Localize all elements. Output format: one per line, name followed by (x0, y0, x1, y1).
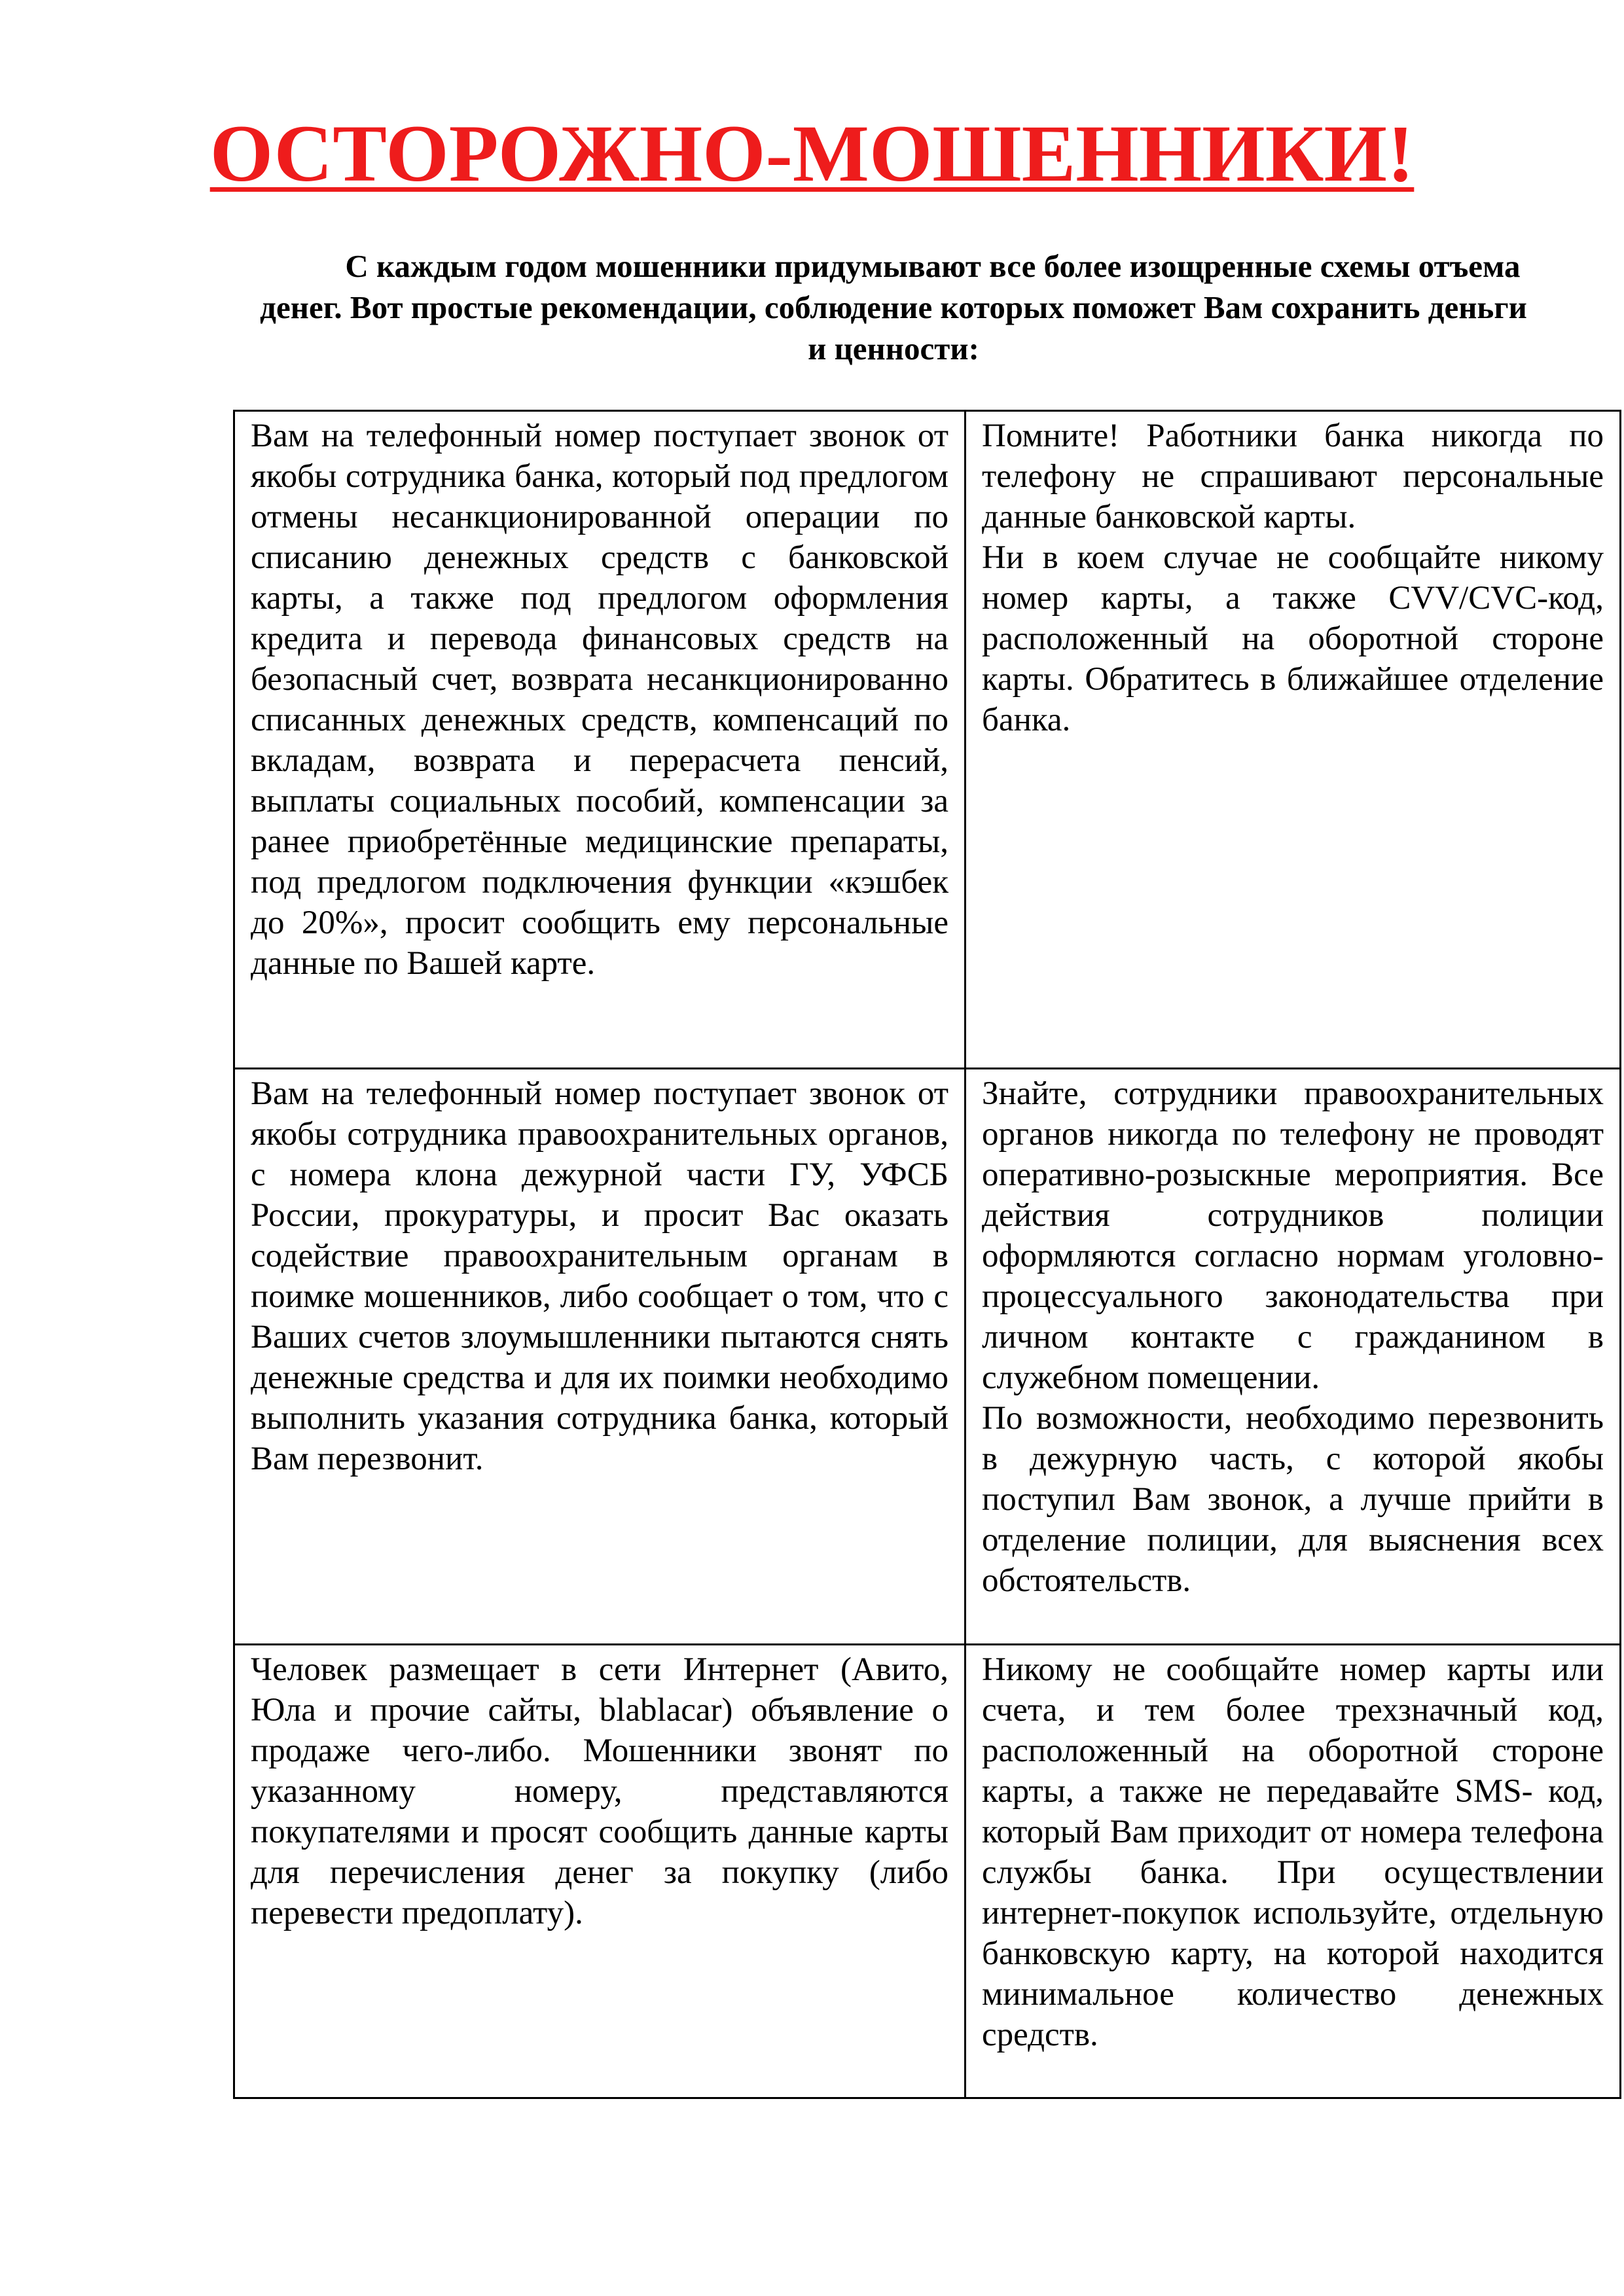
advice-cell (965, 1645, 1621, 2098)
fraud-advice-table (233, 410, 1621, 2099)
scenario-cell (234, 411, 965, 1069)
advice-text: Ни в коем случае не сообщайте никому номер карты, а также CVV/CVC-код, расположенный на оборотной стороне карты. Обратитесь в ближайшее отделение банка. (982, 539, 1604, 738)
advice-text: Никому не сообщайте номер карты или счета, и тем более трехзначный код, расположенный на оборотной стороне карты, а также не передавайте SMS- код, который Вам приходит от номера телефона службы банка. При осуществлении интернет-покупок используйте, отдельную банковскую карту, на которой находится минимальное количество денежных средств. (982, 1651, 1604, 2053)
table-row (234, 1645, 1621, 2098)
scenario-cell (234, 1069, 965, 1645)
scenario-text: Человек размещает в сети Интернет (Авито, Юла и прочие сайты, blablacar) объявление о продаже чего-либо. Мошенники звонят по указанному номеру, представляются покупателями и просят сообщить данные карты для перечисления денег за покупку (либо перевести предоплату). (251, 1651, 948, 1931)
advice-text: По возможности, необходимо перезвонить в дежурную часть, с которой якобы поступил Вам звонок, а лучше прийти в отделение полиции, для выяснения всех обстоятельств. (982, 1400, 1604, 1599)
advice-text: Знайте, сотрудники правоохранительных органов никогда по телефону не проводят оперативно-розыскные мероприятия. Все действия сотрудников полиции оформляются согласно нормам уголовно-процессуального законодательства при личном контакте с гражданином в служебном помещении. (982, 1075, 1604, 1396)
scenario-cell (234, 1645, 965, 2098)
scenario-text: Вам на телефонный номер поступает звонок от якобы сотрудника правоохранительных органов, с номера клона дежурной части ГУ, УФСБ России, прокуратуры, и просит Вас оказать содействие правоохранительным органам в поимке мошенников, либо сообщает о том, что с Ваших счетов злоумышленники пытаются снять денежные средства и для их поимки необходимо выполнить указания сотрудника банка, который Вам перезвонит. (251, 1075, 948, 1477)
intro-paragraph: С каждым годом мошенники придумывают все более изощренные схемы отъема денег. Вот простые рекомендации, соблюдение которых поможет Вам сохранить деньги и ценности: (260, 248, 1527, 367)
advice-text: Помните! Работники банка никогда по телефону не спрашивают персональные данные банковской карты. (982, 418, 1604, 535)
table-row (234, 1069, 1621, 1645)
table-row (234, 411, 1621, 1069)
page-title-text: ОСТОРОЖНО-МОШЕННИКИ! (209, 109, 1415, 198)
scenario-text: Вам на телефонный номер поступает звонок от якобы сотрудника банка, который под предлогом отмены несанкционированной операции по списанию денежных средств с банковской карты, а также под предлогом оформления кредита и перевода финансовых средств на безопасный счет, возврата несанкционированно списанных денежных средств, компенсаций по вкладам, возврата и перерасчета пенсий, выплаты социальных пособий, компенсации за ранее приобретённые медицинские препараты, под предлогом подключения функции «кэшбек до 20%», просит сообщить ему персональные данные по Вашей карте. (251, 418, 948, 982)
advice-cell (965, 1069, 1621, 1645)
page-title (0, 105, 1624, 203)
advice-cell (965, 411, 1621, 1069)
